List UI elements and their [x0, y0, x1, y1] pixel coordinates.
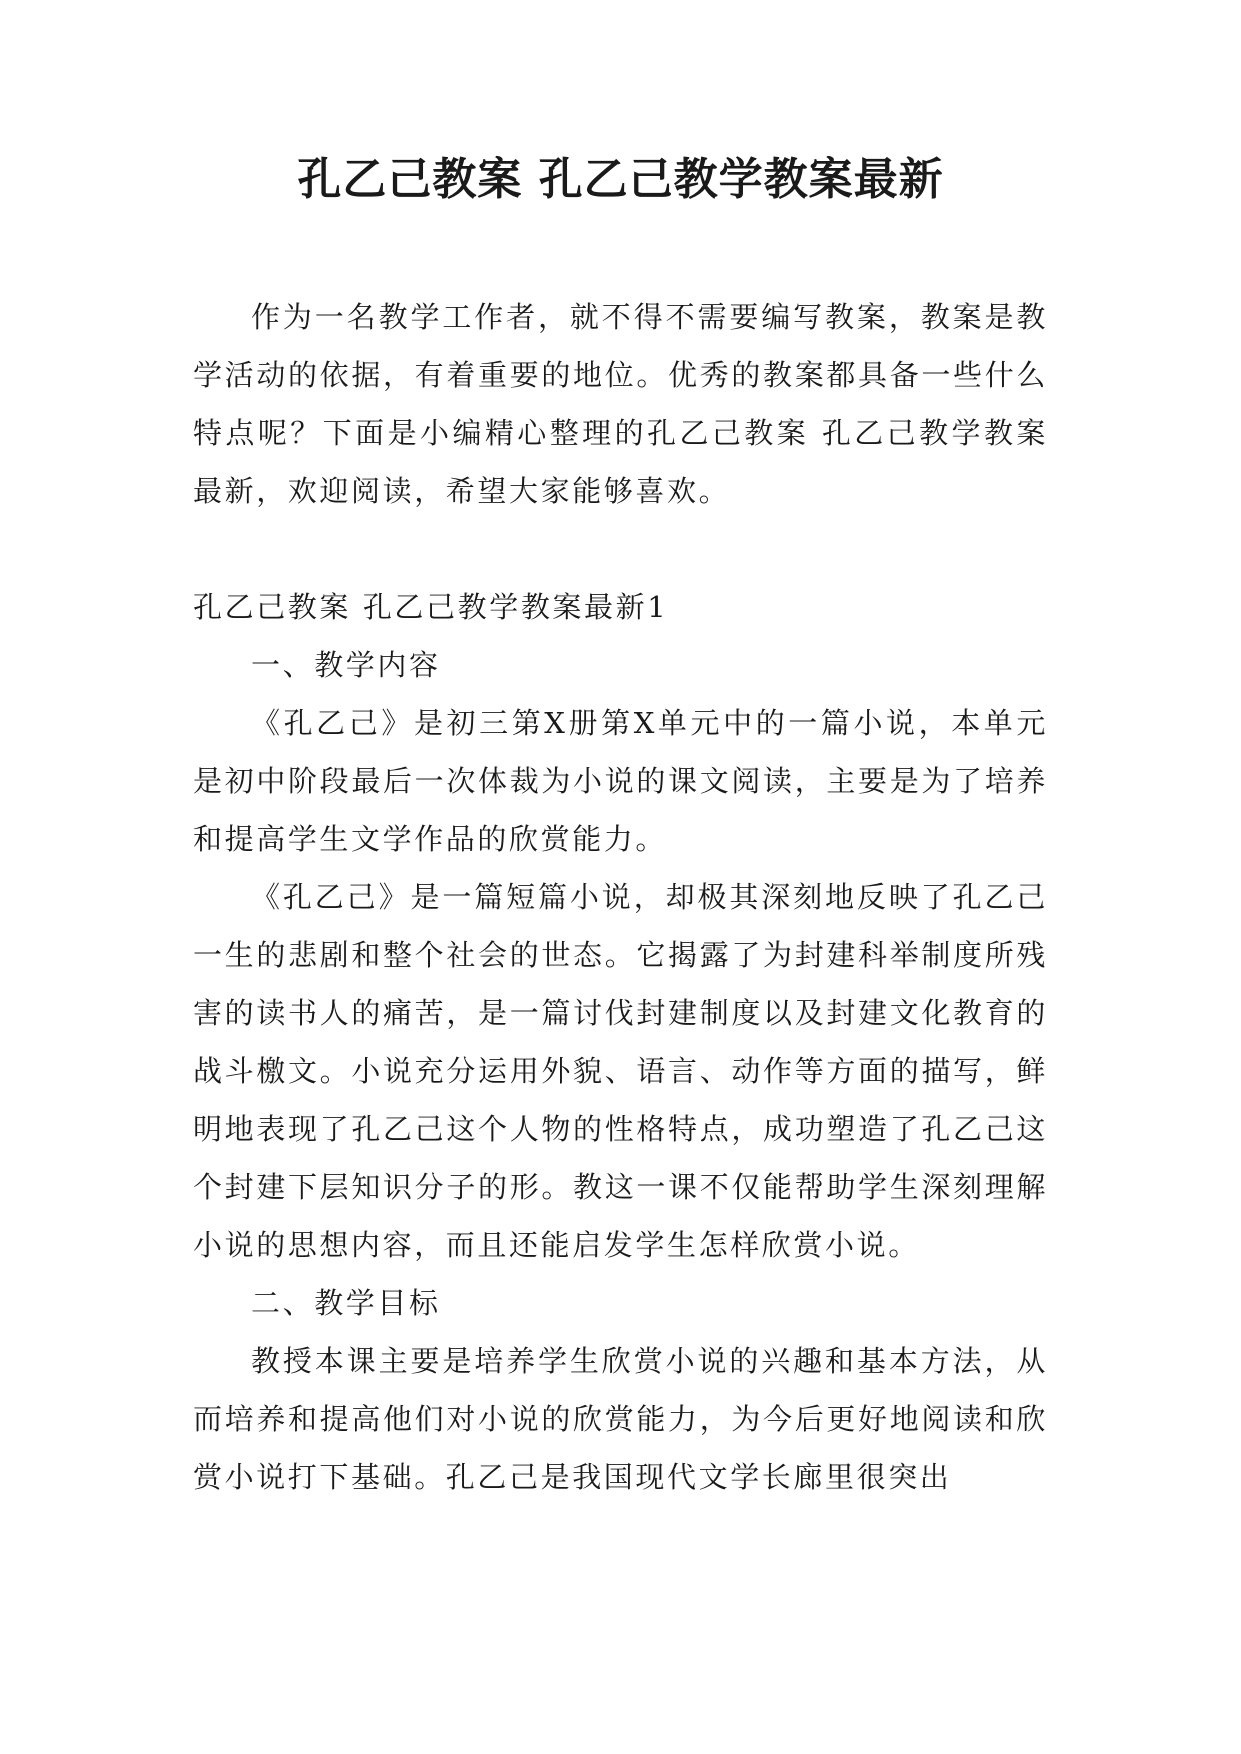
section-title: 孔乙己教案 孔乙己教学教案最新1 — [193, 590, 669, 624]
heading-teaching-goals: 二、教学目标 — [251, 1286, 441, 1320]
paragraph-content-2: 《孔乙己》是一篇短篇小说，却极其深刻地反映了孔乙己一生的悲剧和整个社会的世态。它揭露了为封建科举制度所残害的读书人的痛苦，是一篇讨伐封建制度以及封建文化教育的战斗檄文。小说充分运用外貌、语言、动作等方面的描写，鲜明地表现了孔乙己这个人物的性格特点，成功塑造了孔乙己这个封建下层知识分子的形。教这一课不仅能帮助学生深刻理解小说的思想内容，而且还能启发学生怎样欣赏小说。 — [193, 880, 1048, 1262]
paragraph-goals-1: 教授本课主要是培养学生欣赏小说的兴趣和基本方法，从而培养和提高他们对小说的欣赏能力，为今后更好地阅读和欣赏小说打下基础。孔乙己是我国现代文学长廊里很突出 — [193, 1344, 1048, 1494]
document-title: 孔乙己教案 孔乙己教学教案最新 — [297, 154, 944, 205]
heading-teaching-content: 一、教学内容 — [251, 648, 441, 682]
paragraph-content-1: 《孔乙己》是初三第X册第X单元中的一篇小说，本单元是初中阶段最后一次体裁为小说的课文阅读，主要是为了培养和提高学生文学作品的欣赏能力。 — [193, 706, 1048, 856]
intro-paragraph: 作为一名教学工作者，就不得不需要编写教案，教案是教学活动的依据，有着重要的地位。优秀的教案都具备一些什么特点呢？下面是小编精心整理的孔乙己教案 孔乙己教学教案最新，欢迎阅读，希望大家能够喜欢。 — [193, 300, 1048, 508]
document-body — [193, 288, 1048, 1506]
